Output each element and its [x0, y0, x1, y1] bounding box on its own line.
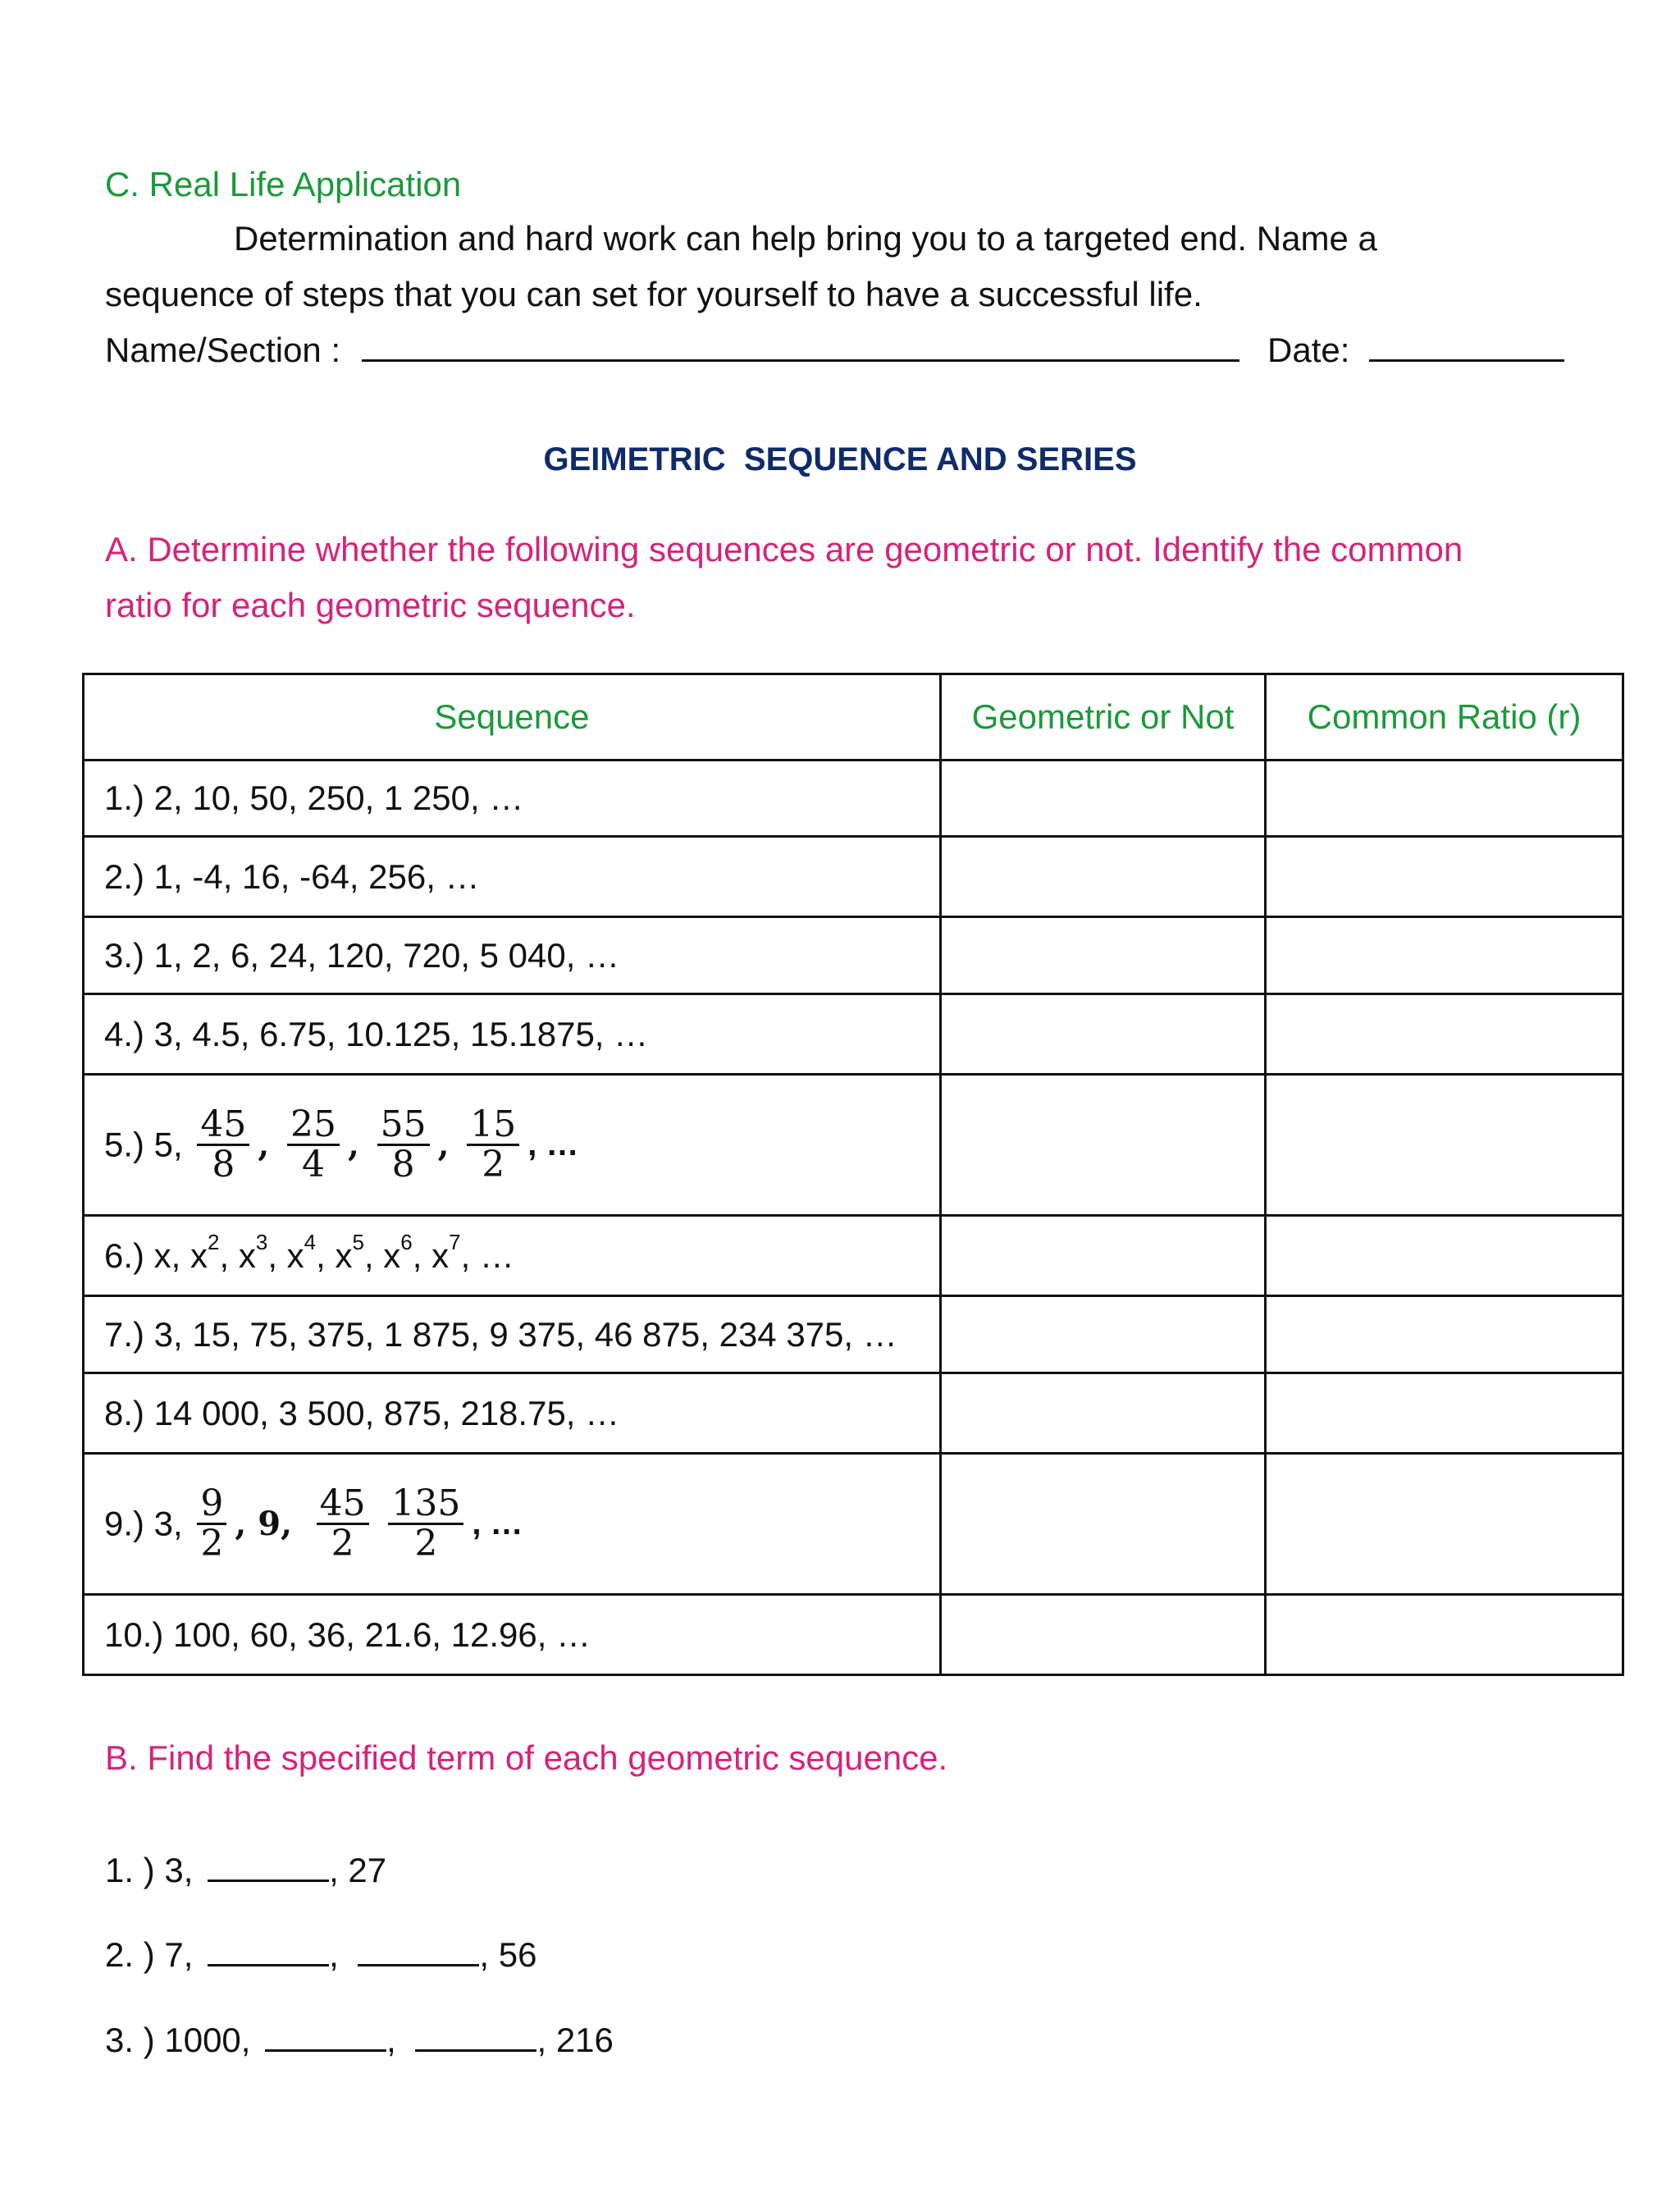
- fraction: [388, 1482, 463, 1564]
- section-c-paragraph-line2: sequence of steps that you can set for yourself to have a successful life.: [105, 275, 1203, 313]
- sequence-9-prefix: 9.) 3,: [104, 1504, 183, 1543]
- item-suffix: 56: [498, 1935, 537, 1974]
- geometric-or-not-cell-10[interactable]: [940, 1595, 1265, 1675]
- section-a-instruction-line2: ratio for each geometric sequence.: [105, 586, 636, 624]
- answer-blank[interactable]: [415, 2020, 536, 2052]
- section-c-paragraph-line1: Determination and hard work can help bring you to a targeted end. Name a: [234, 219, 1377, 258]
- common-ratio-cell-6[interactable]: [1266, 1216, 1623, 1296]
- geometric-or-not-cell-7[interactable]: [940, 1296, 1265, 1373]
- sequence-cell-8: 8.) 14 000, 3 500, 875, 218.75, …: [84, 1373, 941, 1454]
- exponent: 2: [208, 1229, 220, 1254]
- exponent: 7: [449, 1229, 461, 1254]
- comma: ,: [329, 1935, 339, 1974]
- fraction: [467, 1103, 519, 1185]
- sequence-9-suffix: , …: [472, 1505, 523, 1542]
- numerator: 45: [317, 1485, 369, 1525]
- sequence-cell-5: [84, 1075, 941, 1216]
- sequence-6-prefix: 6.) x, x: [104, 1236, 208, 1275]
- sequence-9-mid: , 9,: [235, 1505, 292, 1543]
- answer-blank[interactable]: [208, 1850, 329, 1882]
- sequence-5-prefix: 5.) 5,: [104, 1125, 183, 1164]
- table-header-row: [84, 674, 1623, 760]
- common-ratio-cell-5[interactable]: [1266, 1075, 1623, 1216]
- date-row: [1267, 330, 1564, 371]
- name-section-label: Name/Section :: [105, 331, 341, 369]
- header-sequence: Sequence: [84, 674, 941, 760]
- geometric-or-not-cell-9[interactable]: [940, 1454, 1265, 1595]
- fraction: [317, 1482, 369, 1564]
- fraction: [287, 1103, 340, 1185]
- common-ratio-cell-8[interactable]: [1266, 1373, 1623, 1454]
- fraction: [377, 1103, 430, 1185]
- answer-blank[interactable]: [265, 2020, 386, 2052]
- comma: ,: [437, 1126, 450, 1164]
- table-row: [84, 1373, 1623, 1454]
- section-b-instruction: B. Find the specified term of each geometric sequence.: [105, 1738, 948, 1777]
- denominator: 4: [302, 1144, 325, 1185]
- geometric-or-not-cell-6[interactable]: [940, 1216, 1265, 1296]
- table-row: [84, 760, 1623, 837]
- geometric-or-not-cell-2[interactable]: [940, 837, 1265, 917]
- header-common-ratio: Common Ratio (r): [1266, 674, 1623, 760]
- comma: ,: [348, 1126, 359, 1164]
- sequence-cell-7: 7.) 3, 15, 75, 375, 1 875, 9 375, 46 875, 234 375, …: [84, 1296, 941, 1373]
- name-section-row: [105, 330, 1239, 371]
- table-row: [84, 1075, 1623, 1216]
- common-ratio-cell-3[interactable]: [1266, 917, 1623, 994]
- numerator: 9: [197, 1485, 226, 1525]
- denominator: 2: [200, 1523, 224, 1564]
- geometric-or-not-cell-3[interactable]: [940, 917, 1265, 994]
- table-row: [84, 917, 1623, 994]
- item-prefix: 3. ) 1000,: [105, 2021, 251, 2059]
- numerator: 55: [377, 1106, 430, 1146]
- common-ratio-cell-4[interactable]: [1266, 994, 1623, 1075]
- denominator: 2: [331, 1523, 354, 1564]
- item-suffix: 216: [555, 2021, 614, 2059]
- sequence-cell-6: 6.) x, $x^2$, $x^3$, $x^4$, $x^5$, $x^6$, $x^7$, …: [84, 1216, 941, 1296]
- comma: ,: [479, 1935, 490, 1974]
- common-ratio-cell-2[interactable]: [1266, 837, 1623, 917]
- denominator: 2: [482, 1144, 505, 1185]
- sequence-5-suffix: , …: [527, 1126, 579, 1162]
- numerator: 25: [287, 1106, 340, 1146]
- table-row: [84, 1454, 1623, 1595]
- table-row: [84, 1296, 1623, 1373]
- page-title: GEIMETRIC SEQUENCE AND SERIES: [543, 441, 1137, 477]
- comma: ,: [329, 1851, 339, 1889]
- item-prefix: 2. ) 7,: [105, 1935, 194, 1974]
- numerator: 135: [388, 1485, 463, 1525]
- sequence-cell-1: 1.) 2, 10, 50, 250, 1 250, …: [84, 760, 941, 837]
- sequence-table: [82, 673, 1624, 1676]
- table-row: [84, 1595, 1623, 1675]
- geometric-or-not-cell-8[interactable]: [940, 1373, 1265, 1454]
- answer-blank[interactable]: [208, 1934, 329, 1966]
- exponent: 6: [400, 1229, 413, 1254]
- geometric-or-not-cell-5[interactable]: [940, 1075, 1265, 1216]
- denominator: 2: [414, 1523, 438, 1564]
- table-row: [84, 837, 1623, 917]
- comma: ,: [258, 1126, 270, 1164]
- exponent: 4: [304, 1229, 317, 1254]
- comma: ,: [386, 2021, 396, 2059]
- sequence-cell-9: [84, 1454, 941, 1595]
- geometric-or-not-cell-1[interactable]: [940, 760, 1265, 837]
- date-field[interactable]: [1369, 330, 1564, 362]
- denominator: 8: [212, 1144, 235, 1185]
- item-prefix: 1. ) 3,: [105, 1851, 194, 1889]
- sequence-cell-4: 4.) 3, 4.5, 6.75, 10.125, 15.1875, …: [84, 994, 941, 1075]
- sequence-cell-3: 3.) 1, 2, 6, 24, 120, 720, 5 040, …: [84, 917, 941, 994]
- numerator: 15: [467, 1106, 519, 1146]
- sequence-cell-10: 10.) 100, 60, 36, 21.6, 12.96, …: [84, 1595, 941, 1675]
- section-c-heading: C. Real Life Application: [105, 165, 462, 203]
- table-row: [84, 994, 1623, 1075]
- date-label: Date:: [1267, 331, 1350, 369]
- denominator: 8: [391, 1144, 415, 1185]
- common-ratio-cell-9[interactable]: [1266, 1454, 1623, 1595]
- common-ratio-cell-7[interactable]: [1266, 1296, 1623, 1373]
- sequence-cell-2: 2.) 1, -4, 16, -64, 256, …: [84, 837, 941, 917]
- geometric-or-not-cell-4[interactable]: [940, 994, 1265, 1075]
- section-b-item-1: [105, 1850, 386, 1891]
- name-section-field[interactable]: [362, 330, 1239, 362]
- fraction: [197, 1482, 226, 1564]
- section-b-item-2: [105, 1934, 536, 1975]
- sequence-6-suffix: , …: [460, 1236, 514, 1275]
- answer-blank[interactable]: [358, 1934, 479, 1966]
- fraction: [197, 1103, 249, 1185]
- comma: ,: [536, 2021, 547, 2059]
- numerator: 45: [197, 1106, 249, 1146]
- common-ratio-cell-10[interactable]: [1266, 1595, 1623, 1675]
- header-geometric-or-not: Geometric or Not: [940, 674, 1265, 760]
- section-b-item-3: [105, 2020, 614, 2061]
- common-ratio-cell-1[interactable]: [1266, 760, 1623, 837]
- item-suffix: 27: [348, 1851, 387, 1889]
- section-a-instruction-line1: A. Determine whether the following sequences are geometric or not. Identify the common: [105, 530, 1463, 569]
- table-row: [84, 1216, 1623, 1296]
- exponent: 5: [352, 1229, 364, 1254]
- exponent: 3: [255, 1229, 268, 1254]
